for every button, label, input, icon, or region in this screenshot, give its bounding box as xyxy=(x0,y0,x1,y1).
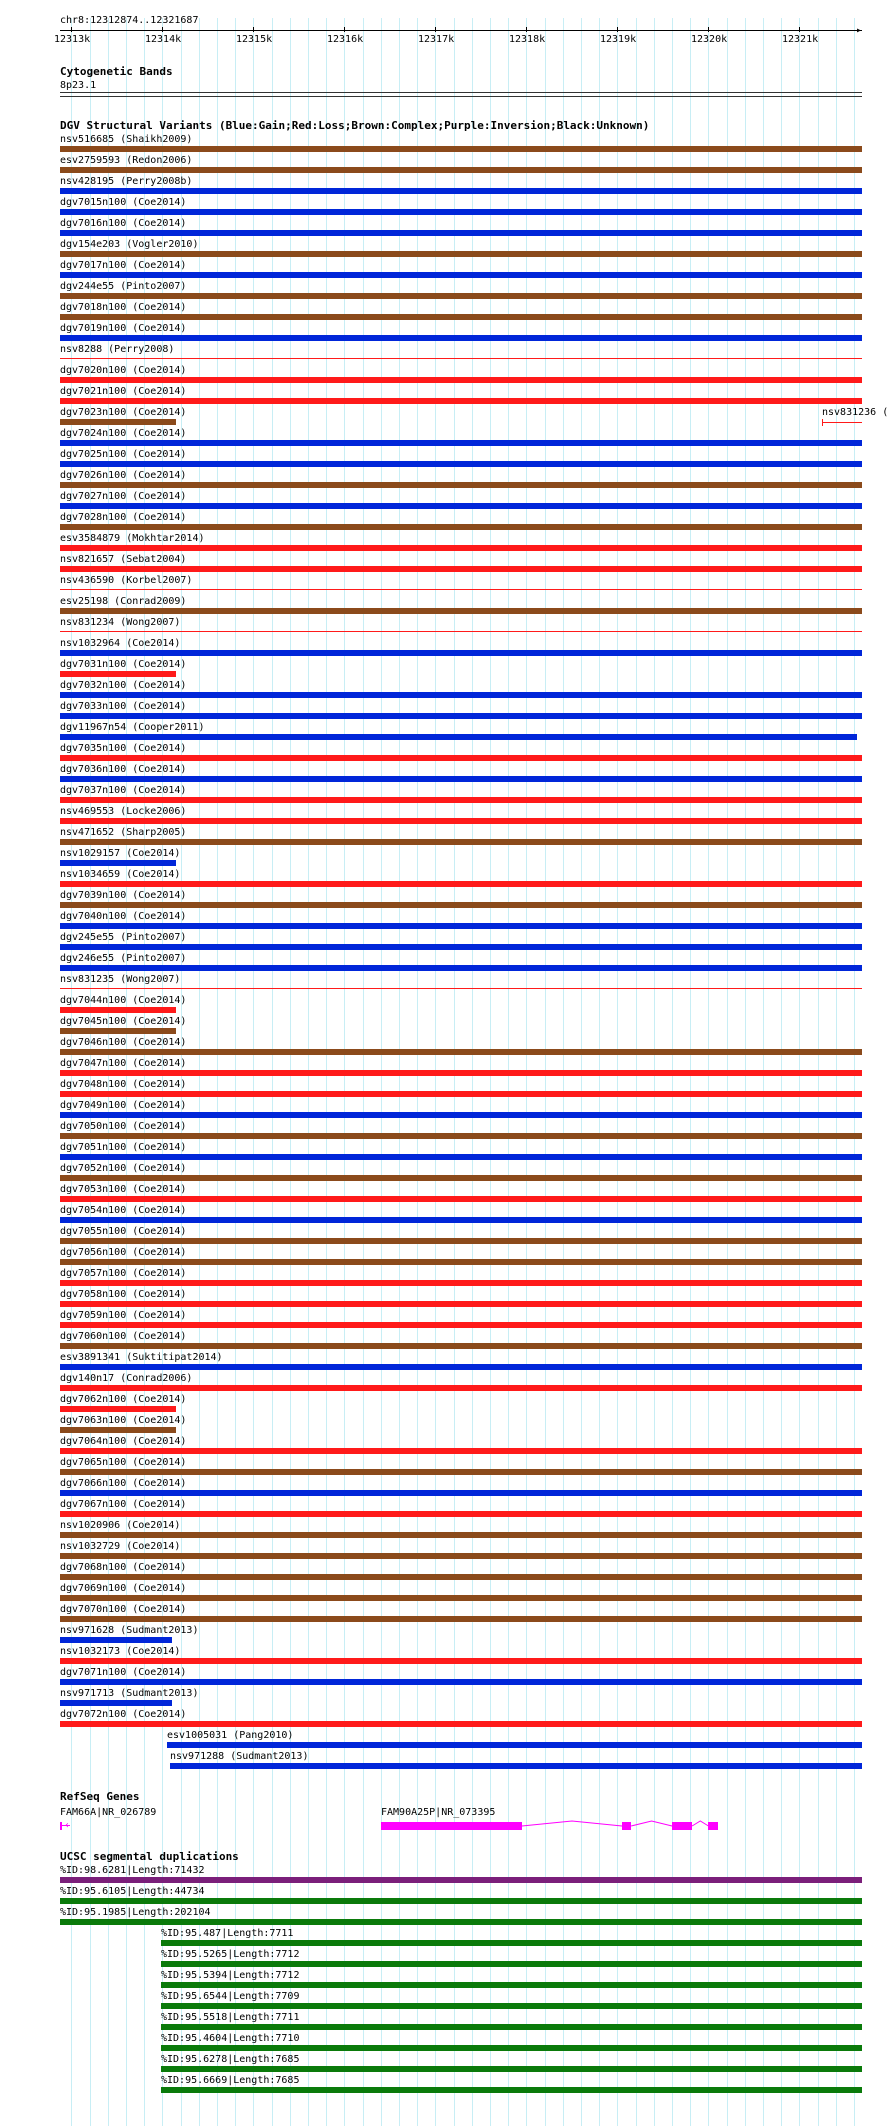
dgv-variant-bar[interactable] xyxy=(167,1742,862,1748)
dgv-variant-bar[interactable] xyxy=(60,293,862,299)
dgv-variant-label[interactable]: esv3584879 (Mokhtar2014) xyxy=(60,533,205,544)
dgv-variant-label[interactable]: dgv7071n100 (Coe2014) xyxy=(60,1667,187,1678)
dgv-variant-label[interactable]: dgv7053n100 (Coe2014) xyxy=(60,1184,187,1195)
dgv-variant-bar[interactable] xyxy=(60,965,862,971)
dgv-variant-label[interactable]: dgv7062n100 (Coe2014) xyxy=(60,1394,187,1405)
dgv-variant-bar[interactable] xyxy=(60,1490,862,1496)
segdup-label[interactable]: %ID:95.5394|Length:7712 xyxy=(161,1970,300,1981)
dgv-variant-label[interactable]: dgv7060n100 (Coe2014) xyxy=(60,1331,187,1342)
dgv-variant-bar[interactable] xyxy=(60,335,862,341)
dgv-variant-bar[interactable] xyxy=(60,860,176,866)
dgv-variant-bar[interactable] xyxy=(60,1259,862,1265)
gene-intron xyxy=(522,1821,622,1826)
dgv-variant-bar[interactable] xyxy=(60,1637,172,1643)
segdup-label[interactable]: %ID:95.5265|Length:7712 xyxy=(161,1949,300,1960)
dgv-variant-bar[interactable] xyxy=(60,1616,862,1622)
dgv-variant-bar[interactable] xyxy=(60,230,862,236)
dgv-variant-label[interactable]: esv1005031 (Pang2010) xyxy=(167,1730,294,1741)
dgv-variant-label[interactable]: dgv7064n100 (Coe2014) xyxy=(60,1436,187,1447)
dgv-variant-bar[interactable] xyxy=(60,713,862,719)
dgv-variant-label[interactable]: nsv831234 (Wong2007) xyxy=(60,617,181,628)
gene-exon-block[interactable] xyxy=(672,1822,692,1830)
ruler-tick-label: 12318k xyxy=(509,34,546,45)
dgv-variant-label[interactable]: dgv7040n100 (Coe2014) xyxy=(60,911,187,922)
dgv-variant-label[interactable]: nsv8288 (Perry2008) xyxy=(60,344,175,355)
dgv-variant-label[interactable]: dgv7045n100 (Coe2014) xyxy=(60,1016,187,1027)
ruler-tick-label: 12313k xyxy=(54,34,91,45)
dgv-variant-bar[interactable] xyxy=(60,923,862,929)
dgv-variant-label[interactable]: dgv7021n100 (Coe2014) xyxy=(60,386,187,397)
dgv-variant-bar[interactable] xyxy=(60,1322,862,1328)
segdup-label[interactable]: %ID:95.487|Length:7711 xyxy=(161,1928,294,1939)
dgv-variant-bar[interactable] xyxy=(60,419,176,425)
dgv-variant-bar[interactable] xyxy=(60,1133,862,1139)
dgv-variant-label[interactable]: dgv7051n100 (Coe2014) xyxy=(60,1142,187,1153)
dgv-variant-label[interactable]: dgv7046n100 (Coe2014) xyxy=(60,1037,187,1048)
dgv-variant-label[interactable]: dgv140n17 (Conrad2006) xyxy=(60,1373,193,1384)
gene-exon-block[interactable] xyxy=(708,1822,718,1830)
dgv-variant-bar[interactable] xyxy=(60,1532,862,1538)
dgv-variant-label[interactable]: nsv1029157 (Coe2014) xyxy=(60,848,181,859)
segdup-track-title: UCSC segmental duplications xyxy=(60,1850,239,1863)
dgv-variant-label[interactable]: dgv7025n100 (Coe2014) xyxy=(60,449,187,460)
ruler-axis-line xyxy=(60,30,862,31)
dgv-variant-label[interactable]: dgv246e55 (Pinto2007) xyxy=(60,953,187,964)
dgv-variant-bar[interactable] xyxy=(60,1700,172,1706)
dgv-variant-bar[interactable] xyxy=(60,358,862,359)
dgv-variant-bar[interactable] xyxy=(60,839,862,845)
dgv-variant-bar[interactable] xyxy=(60,776,862,782)
dgv-variant-bar[interactable] xyxy=(60,1175,862,1181)
dgv-variant-label[interactable]: dgv7068n100 (Coe2014) xyxy=(60,1562,187,1573)
segdup-bar[interactable] xyxy=(161,2045,862,2051)
refseq-gene-label[interactable]: FAM90A25P|NR_073395 xyxy=(381,1807,496,1818)
dgv-variant-label[interactable]: dgv7023n100 (Coe2014) xyxy=(60,407,187,418)
dgv-variant-label[interactable]: esv25198 (Conrad2009) xyxy=(60,596,187,607)
segdup-bar[interactable] xyxy=(161,1940,862,1946)
dgv-variant-bar[interactable] xyxy=(60,1679,862,1685)
dgv-variant-label[interactable]: dgv7069n100 (Coe2014) xyxy=(60,1583,187,1594)
ruler-tick-label: 12319k xyxy=(600,34,637,45)
dgv-variant-label[interactable]: dgv7070n100 (Coe2014) xyxy=(60,1604,187,1615)
dgv-variant-bar[interactable] xyxy=(60,1469,862,1475)
dgv-variant-end-tick xyxy=(822,419,823,426)
dgv-variant-label[interactable]: nsv971713 (Sudmant2013) xyxy=(60,1688,199,1699)
segdup-label[interactable]: %ID:98.6281|Length:71432 xyxy=(60,1865,205,1876)
ruler-tick xyxy=(799,27,800,32)
segdup-label[interactable]: %ID:95.6544|Length:7709 xyxy=(161,1991,300,2002)
dgv-variant-label[interactable]: nsv516685 (Shaikh2009) xyxy=(60,134,193,145)
dgv-variant-label[interactable]: dgv7050n100 (Coe2014) xyxy=(60,1121,187,1132)
dgv-variant-bar[interactable] xyxy=(60,167,862,173)
dgv-variant-bar[interactable] xyxy=(60,755,862,761)
segdup-label[interactable]: %ID:95.4604|Length:7710 xyxy=(161,2033,300,2044)
dgv-variant-label[interactable]: dgv154e203 (Vogler2010) xyxy=(60,239,199,250)
dgv-variant-bar[interactable] xyxy=(60,608,862,614)
cytoband-band-label: 8p23.1 xyxy=(60,80,97,91)
dgv-variant-label[interactable]: nsv831236 ( xyxy=(822,407,889,418)
dgv-variant-bar[interactable] xyxy=(60,1196,862,1202)
dgv-variant-label[interactable]: dgv244e55 (Pinto2007) xyxy=(60,281,187,292)
dgv-variant-label[interactable]: nsv428195 (Perry2008b) xyxy=(60,176,193,187)
dgv-variant-label[interactable]: dgv7057n100 (Coe2014) xyxy=(60,1268,187,1279)
dgv-variant-bar[interactable] xyxy=(60,1091,862,1097)
dgv-variant-bar[interactable] xyxy=(60,1112,862,1118)
dgv-variant-bar[interactable] xyxy=(60,1553,862,1559)
dgv-variant-label[interactable]: nsv971288 (Sudmant2013) xyxy=(170,1751,309,1762)
dgv-variant-bar[interactable] xyxy=(60,1658,862,1664)
dgv-variant-label[interactable]: nsv821657 (Sebat2004) xyxy=(60,554,187,565)
gene-exon-block[interactable] xyxy=(622,1822,631,1830)
dgv-variant-label[interactable]: nsv1020906 (Coe2014) xyxy=(60,1520,181,1531)
dgv-variant-bar[interactable] xyxy=(60,188,862,194)
dgv-variant-label[interactable]: dgv7059n100 (Coe2014) xyxy=(60,1310,187,1321)
dgv-track-title: DGV Structural Variants (Blue:Gain;Red:Loss;Brown:Complex;Purple:Inversion;Black:Unknown) xyxy=(60,119,650,132)
ruler-tick xyxy=(617,27,618,32)
dgv-variant-label[interactable]: dgv7027n100 (Coe2014) xyxy=(60,491,187,502)
dgv-variant-bar[interactable] xyxy=(60,1427,176,1433)
dgv-variant-label[interactable]: dgv7044n100 (Coe2014) xyxy=(60,995,187,1006)
ruler-tick-label: 12317k xyxy=(418,34,455,45)
dgv-variant-bar[interactable] xyxy=(60,482,862,488)
dgv-variant-label[interactable]: dgv7031n100 (Coe2014) xyxy=(60,659,187,670)
segdup-label[interactable]: %ID:95.5518|Length:7711 xyxy=(161,2012,300,2023)
dgv-variant-label[interactable]: dgv7037n100 (Coe2014) xyxy=(60,785,187,796)
dgv-variant-label[interactable]: nsv1034659 (Coe2014) xyxy=(60,869,181,880)
dgv-variant-bar[interactable] xyxy=(60,314,862,320)
dgv-variant-bar[interactable] xyxy=(60,1448,862,1454)
dgv-variant-bar[interactable] xyxy=(60,1574,862,1580)
dgv-variant-label[interactable]: dgv7020n100 (Coe2014) xyxy=(60,365,187,376)
gene-strand-arrow-icon: ‹ xyxy=(64,1820,71,1831)
dgv-variant-label[interactable]: dgv7017n100 (Coe2014) xyxy=(60,260,187,271)
dgv-variant-bar[interactable] xyxy=(60,902,862,908)
ruler-region-label: chr8:12312874..12321687 xyxy=(60,15,199,26)
dgv-variant-label[interactable]: nsv471652 (Sharp2005) xyxy=(60,827,187,838)
dgv-variant-bar[interactable] xyxy=(60,650,862,656)
ruler-tick xyxy=(253,27,254,32)
dgv-variant-label[interactable]: dgv7058n100 (Coe2014) xyxy=(60,1289,187,1300)
dgv-variant-label[interactable]: nsv831235 (Wong2007) xyxy=(60,974,181,985)
dgv-variant-bar[interactable] xyxy=(60,1238,862,1244)
dgv-variant-label[interactable]: dgv7039n100 (Coe2014) xyxy=(60,890,187,901)
dgv-variant-bar[interactable] xyxy=(60,1595,862,1601)
segdup-label[interactable]: %ID:95.1985|Length:202104 xyxy=(60,1907,211,1918)
dgv-variant-bar[interactable] xyxy=(60,1049,862,1055)
dgv-variant-label[interactable]: dgv7056n100 (Coe2014) xyxy=(60,1247,187,1258)
segdup-bar[interactable] xyxy=(60,1919,862,1925)
cytoband-line xyxy=(60,96,862,97)
segdup-label[interactable]: %ID:95.6669|Length:7685 xyxy=(161,2075,300,2086)
dgv-variant-bar[interactable] xyxy=(60,1343,862,1349)
dgv-variant-bar[interactable] xyxy=(60,1217,862,1223)
dgv-variant-label[interactable]: nsv1032173 (Coe2014) xyxy=(60,1646,181,1657)
segdup-bar[interactable] xyxy=(161,2087,862,2093)
segdup-bar[interactable] xyxy=(161,2003,862,2009)
dgv-variant-bar[interactable] xyxy=(60,398,862,404)
segdup-bar[interactable] xyxy=(60,1898,862,1904)
dgv-variant-bar[interactable] xyxy=(60,589,862,590)
dgv-variant-label[interactable]: dgv7047n100 (Coe2014) xyxy=(60,1058,187,1069)
segdup-bar[interactable] xyxy=(161,1982,862,1988)
dgv-variant-bar[interactable] xyxy=(60,566,862,572)
ruler-tick-label: 12320k xyxy=(691,34,728,45)
ruler-tick xyxy=(526,27,527,32)
refseq-track-title: RefSeq Genes xyxy=(60,1790,140,1803)
cytoband-track-title: Cytogenetic Bands xyxy=(60,65,173,78)
dgv-variant-bar[interactable] xyxy=(60,1070,862,1076)
dgv-variant-bar[interactable] xyxy=(60,818,862,824)
ruler-arrow-icon: ▸ xyxy=(856,25,863,36)
ruler-tick-label: 12314k xyxy=(145,34,182,45)
dgv-variant-label[interactable]: dgv7015n100 (Coe2014) xyxy=(60,197,187,208)
refseq-gene-label[interactable]: FAM66A|NR_026789 xyxy=(60,1807,157,1818)
dgv-variant-bar[interactable] xyxy=(60,503,862,509)
dgv-variant-bar[interactable] xyxy=(60,524,862,530)
dgv-variant-label[interactable]: esv2759593 (Redon2006) xyxy=(60,155,193,166)
ruler-tick-label: 12315k xyxy=(236,34,273,45)
dgv-variant-bar[interactable] xyxy=(60,692,862,698)
dgv-variant-label[interactable]: dgv7063n100 (Coe2014) xyxy=(60,1415,187,1426)
dgv-variant-label[interactable]: dgv7049n100 (Coe2014) xyxy=(60,1100,187,1111)
dgv-variant-bar[interactable] xyxy=(60,797,862,803)
segdup-label[interactable]: %ID:95.6105|Length:44734 xyxy=(60,1886,205,1897)
segdup-bar[interactable] xyxy=(161,2024,862,2030)
segdup-bar[interactable] xyxy=(161,1961,862,1967)
ruler-tick xyxy=(708,27,709,32)
dgv-variant-bar[interactable] xyxy=(60,146,862,152)
ruler-tick xyxy=(344,27,345,32)
dgv-variant-bar[interactable] xyxy=(60,1364,862,1370)
dgv-variant-label[interactable]: dgv7065n100 (Coe2014) xyxy=(60,1457,187,1468)
dgv-variant-label[interactable]: dgv7026n100 (Coe2014) xyxy=(60,470,187,481)
dgv-variant-label[interactable]: dgv7033n100 (Coe2014) xyxy=(60,701,187,712)
dgv-variant-label[interactable]: dgv7052n100 (Coe2014) xyxy=(60,1163,187,1174)
dgv-variant-bar[interactable] xyxy=(60,1301,862,1307)
cytoband-line xyxy=(60,92,862,93)
dgv-variant-label[interactable]: dgv7016n100 (Coe2014) xyxy=(60,218,187,229)
dgv-variant-label[interactable]: dgv7054n100 (Coe2014) xyxy=(60,1205,187,1216)
dgv-variant-bar[interactable] xyxy=(60,631,862,632)
dgv-variant-bar[interactable] xyxy=(822,422,862,423)
dgv-variant-label[interactable]: dgv7035n100 (Coe2014) xyxy=(60,743,187,754)
dgv-variant-label[interactable]: dgv7032n100 (Coe2014) xyxy=(60,680,187,691)
gene-intron xyxy=(692,1821,708,1826)
dgv-variant-label[interactable]: dgv7055n100 (Coe2014) xyxy=(60,1226,187,1237)
ruler-tick xyxy=(162,27,163,32)
dgv-variant-label[interactable]: nsv436590 (Korbel2007) xyxy=(60,575,193,586)
dgv-variant-bar[interactable] xyxy=(60,671,176,677)
dgv-variant-bar[interactable] xyxy=(60,734,857,740)
dgv-variant-label[interactable]: nsv1032964 (Coe2014) xyxy=(60,638,181,649)
gene-intron xyxy=(631,1821,672,1826)
dgv-variant-label[interactable]: dgv7066n100 (Coe2014) xyxy=(60,1478,187,1489)
dgv-variant-bar[interactable] xyxy=(170,1763,862,1769)
dgv-variant-label[interactable]: dgv7072n100 (Coe2014) xyxy=(60,1709,187,1720)
dgv-variant-bar[interactable] xyxy=(60,988,862,989)
dgv-variant-bar[interactable] xyxy=(60,440,862,446)
dgv-variant-bar[interactable] xyxy=(60,251,862,257)
dgv-variant-bar[interactable] xyxy=(60,1280,862,1286)
dgv-variant-label[interactable]: dgv11967n54 (Cooper2011) xyxy=(60,722,205,733)
dgv-variant-bar[interactable] xyxy=(60,377,862,383)
gene-exon-block[interactable] xyxy=(381,1822,522,1830)
segdup-bar[interactable] xyxy=(161,2066,862,2072)
dgv-variant-bar[interactable] xyxy=(60,1007,176,1013)
dgv-variant-bar[interactable] xyxy=(60,944,862,950)
dgv-variant-label[interactable]: nsv971628 (Sudmant2013) xyxy=(60,1625,199,1636)
segdup-label[interactable]: %ID:95.6278|Length:7685 xyxy=(161,2054,300,2065)
ruler-tick-label: 12321k xyxy=(782,34,819,45)
dgv-variant-label[interactable]: dgv7067n100 (Coe2014) xyxy=(60,1499,187,1510)
dgv-variant-label[interactable]: esv3891341 (Suktitipat2014) xyxy=(60,1352,223,1363)
dgv-variant-bar[interactable] xyxy=(60,272,862,278)
ruler-tick xyxy=(435,27,436,32)
dgv-variant-bar[interactable] xyxy=(60,209,862,215)
ruler-tick xyxy=(71,27,72,32)
dgv-variant-label[interactable]: dgv7028n100 (Coe2014) xyxy=(60,512,187,523)
dgv-variant-label[interactable]: dgv7048n100 (Coe2014) xyxy=(60,1079,187,1090)
dgv-variant-bar[interactable] xyxy=(60,1511,862,1517)
dgv-variant-bar[interactable] xyxy=(60,1721,862,1727)
segdup-bar[interactable] xyxy=(60,1877,862,1883)
dgv-variant-bar[interactable] xyxy=(60,1028,176,1034)
dgv-variant-bar[interactable] xyxy=(60,1385,862,1391)
dgv-variant-bar[interactable] xyxy=(60,461,862,467)
dgv-variant-bar[interactable] xyxy=(60,881,862,887)
dgv-variant-label[interactable]: nsv1032729 (Coe2014) xyxy=(60,1541,181,1552)
dgv-variant-label[interactable]: dgv7019n100 (Coe2014) xyxy=(60,323,187,334)
dgv-variant-bar[interactable] xyxy=(60,1154,862,1160)
dgv-variant-label[interactable]: dgv7018n100 (Coe2014) xyxy=(60,302,187,313)
ruler-tick-label: 12316k xyxy=(327,34,364,45)
dgv-variant-label[interactable]: nsv469553 (Locke2006) xyxy=(60,806,187,817)
dgv-variant-bar[interactable] xyxy=(60,545,862,551)
dgv-variant-label[interactable]: dgv7036n100 (Coe2014) xyxy=(60,764,187,775)
dgv-variant-label[interactable]: dgv7024n100 (Coe2014) xyxy=(60,428,187,439)
dgv-variant-bar[interactable] xyxy=(60,1406,176,1412)
dgv-variant-label[interactable]: dgv245e55 (Pinto2007) xyxy=(60,932,187,943)
